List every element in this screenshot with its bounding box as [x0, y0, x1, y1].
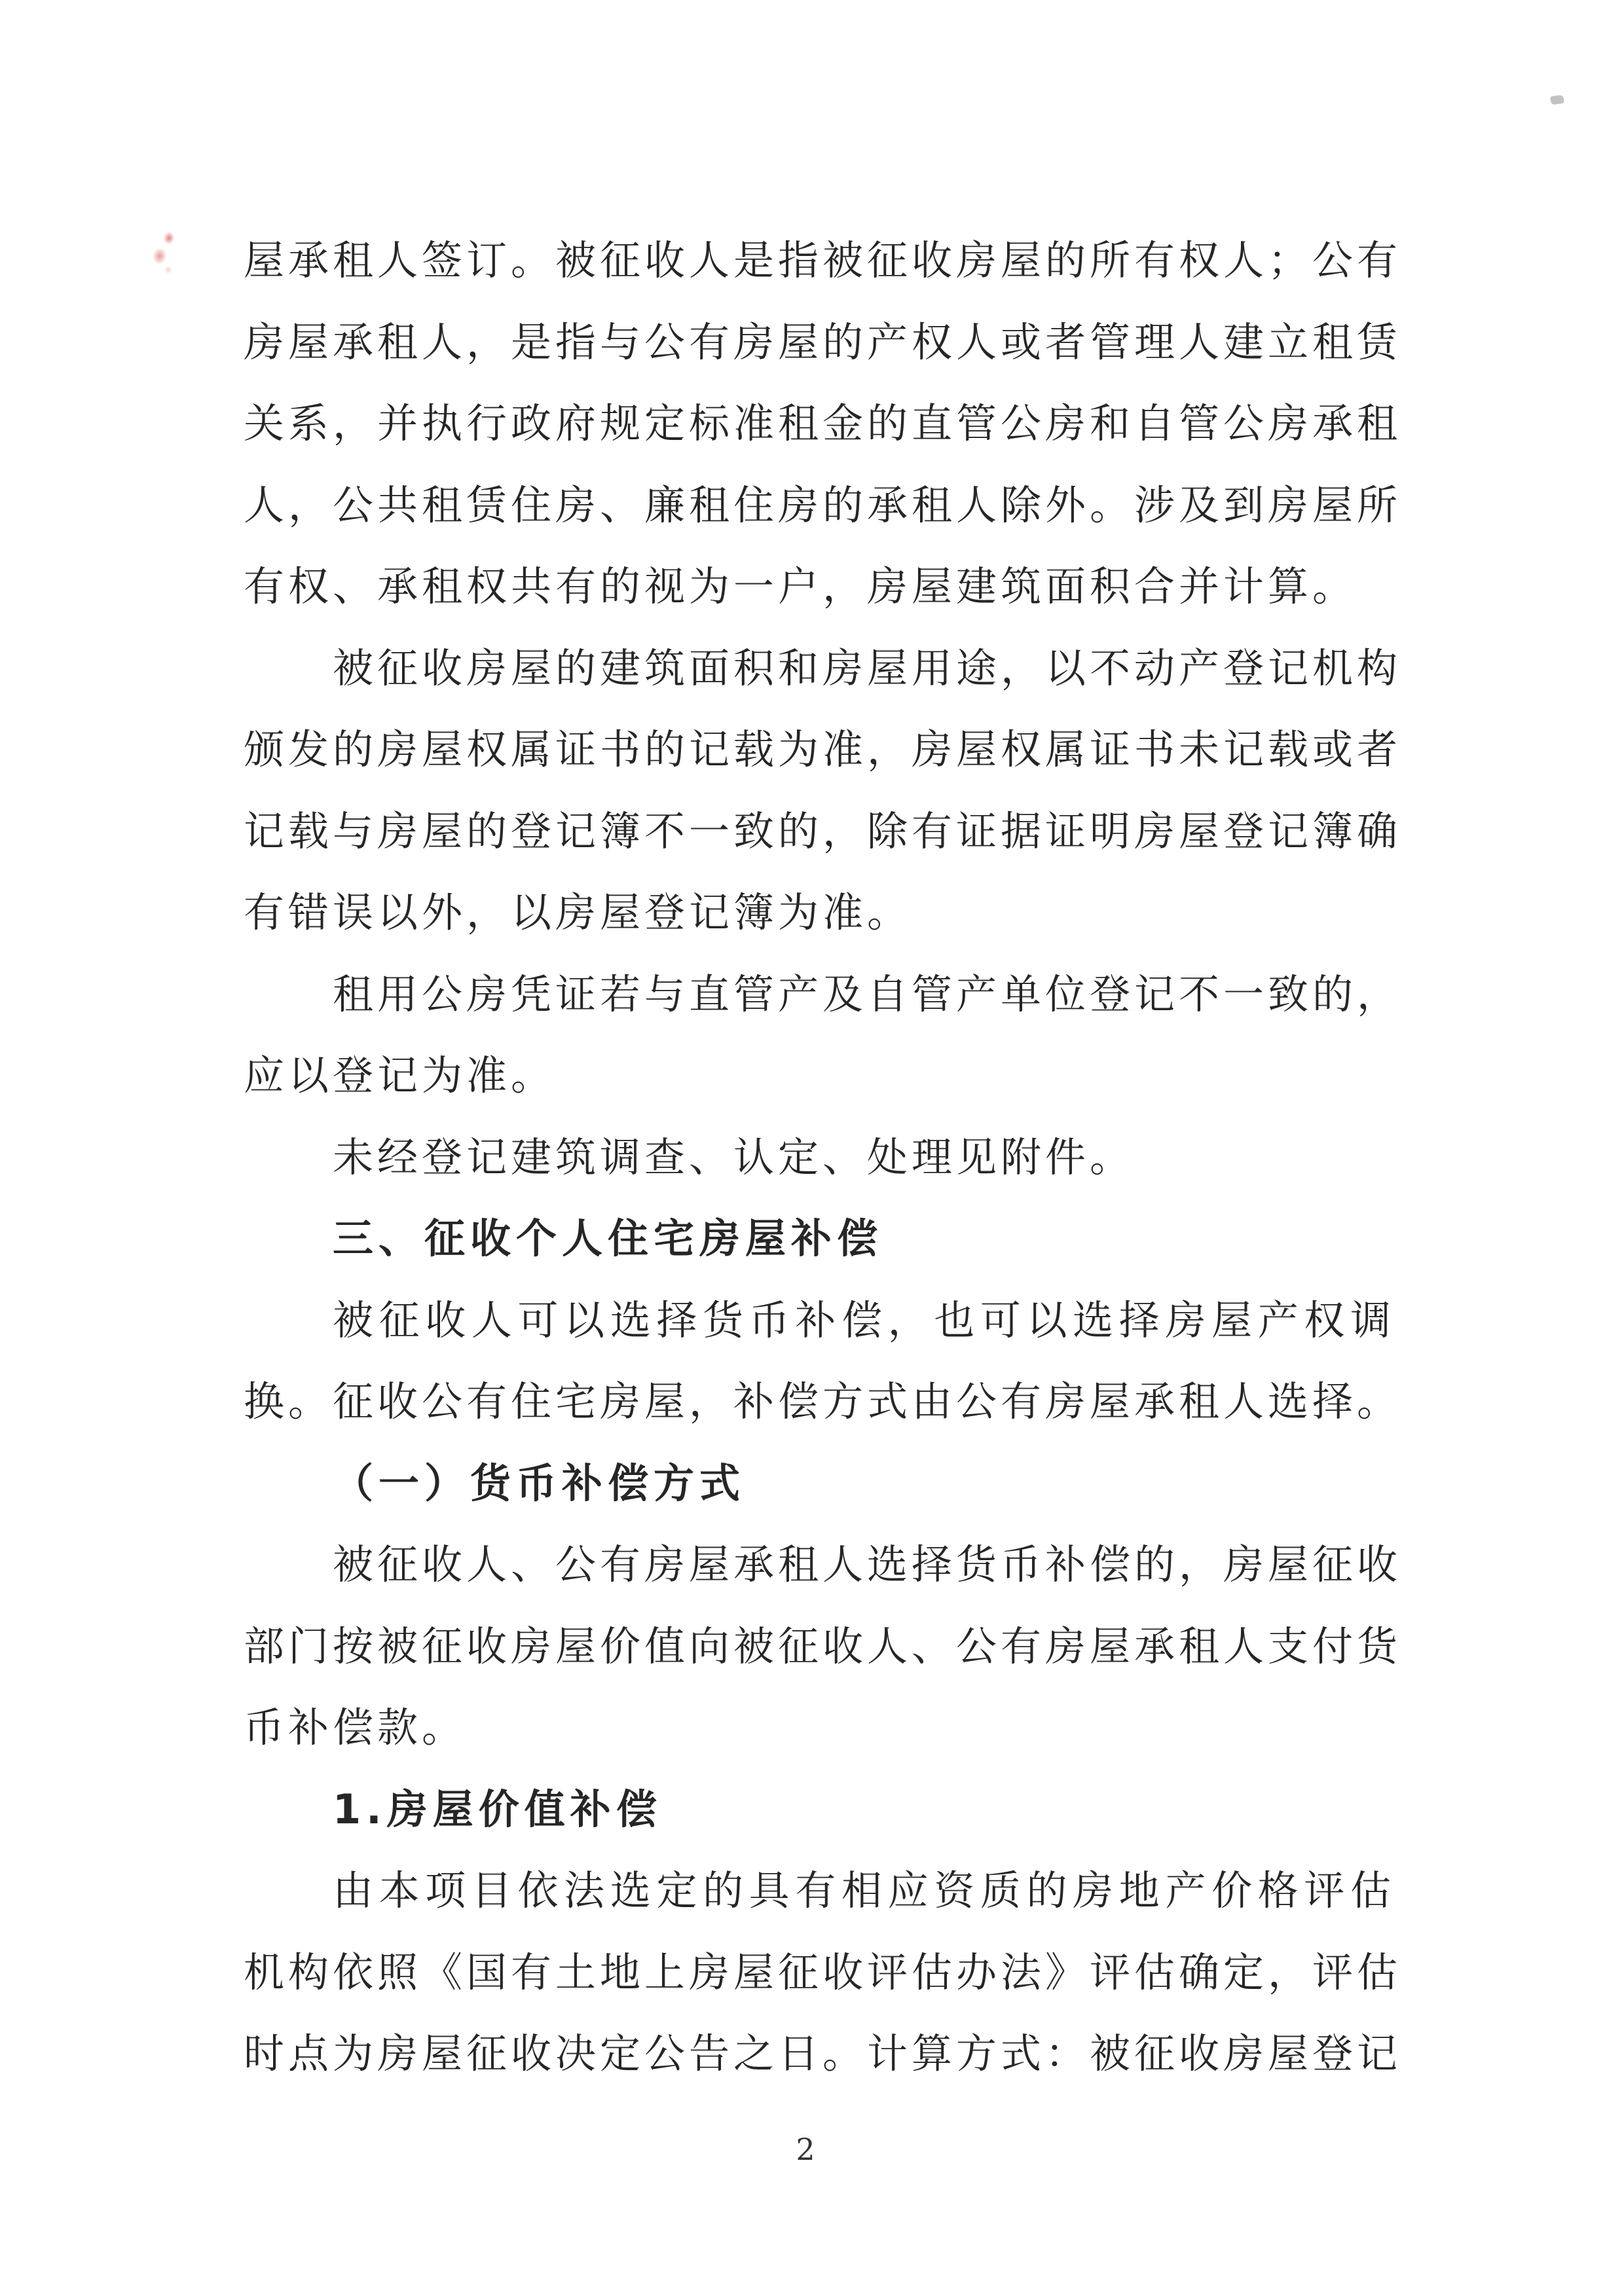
text-line-1: 屋承租人签订。被征收人是指被征收房屋的所有权人；公有	[244, 236, 1402, 284]
text-line-21: 由本项目依法选定的具有相应资质的房地产价格评估	[333, 1867, 1395, 1914]
text-line-9: 有错误以外，以房屋登记簿为准。	[244, 888, 912, 936]
text-line-11: 应以登记为准。	[244, 1051, 556, 1099]
text-line-2: 房屋承租人，是指与公有房屋的产权人或者管理人建立租赁	[244, 318, 1402, 366]
text-line-18: 部门按被征收房屋价值向被征收人、公有房屋承租人支付货	[244, 1622, 1402, 1670]
section-heading-3: 三、征收个人住宅房屋补偿	[333, 1214, 883, 1262]
text-line-23: 时点为房屋征收决定公告之日。计算方式：被征收房屋登记	[244, 2030, 1402, 2077]
item-heading-house-value-compensation: 1.房屋价值补偿	[333, 1785, 662, 1833]
page-number: 2	[796, 2132, 815, 2167]
body-text-block	[244, 220, 1402, 2095]
text-line-19: 币补偿款。	[244, 1704, 467, 1751]
text-line-17: 被征收人、公有房屋承租人选择货币补偿的，房屋征收	[333, 1540, 1402, 1588]
text-line-6: 被征收房屋的建筑面积和房屋用途，以不动产登记机构	[333, 644, 1402, 692]
text-line-22: 机构依照《国有土地上房屋征收评估办法》评估确定，评估	[244, 1948, 1402, 1996]
text-line-7: 颁发的房屋权属证书的记载为准，房屋权属证书未记载或者	[244, 725, 1402, 773]
text-line-10: 租用公房凭证若与直管产及自管产单位登记不一致的，	[333, 970, 1402, 1018]
text-line-15: 换。征收公有住宅房屋，补偿方式由公有房屋承租人选择。	[244, 1377, 1402, 1425]
text-line-14: 被征收人可以选择货币补偿，也可以选择房屋产权调	[333, 1296, 1395, 1344]
subsection-heading-monetary-compensation: （一）货币补偿方式	[333, 1459, 746, 1507]
text-line-8: 记载与房屋的登记簿不一致的，除有证据证明房屋登记簿确	[244, 807, 1402, 855]
text-line-5: 有权、承租权共有的视为一户，房屋建筑面积合并计算。	[244, 562, 1357, 610]
text-line-3: 关系，并执行政府规定标准租金的直管公房和自管公房承租	[244, 399, 1402, 447]
red-ink-smudge	[143, 227, 182, 276]
text-line-12: 未经登记建筑调查、认定、处理见附件。	[333, 1133, 1135, 1181]
scan-artifact-speck	[1550, 95, 1564, 105]
text-line-4: 人，公共租赁住房、廉租住房的承租人除外。涉及到房屋所	[244, 481, 1402, 529]
